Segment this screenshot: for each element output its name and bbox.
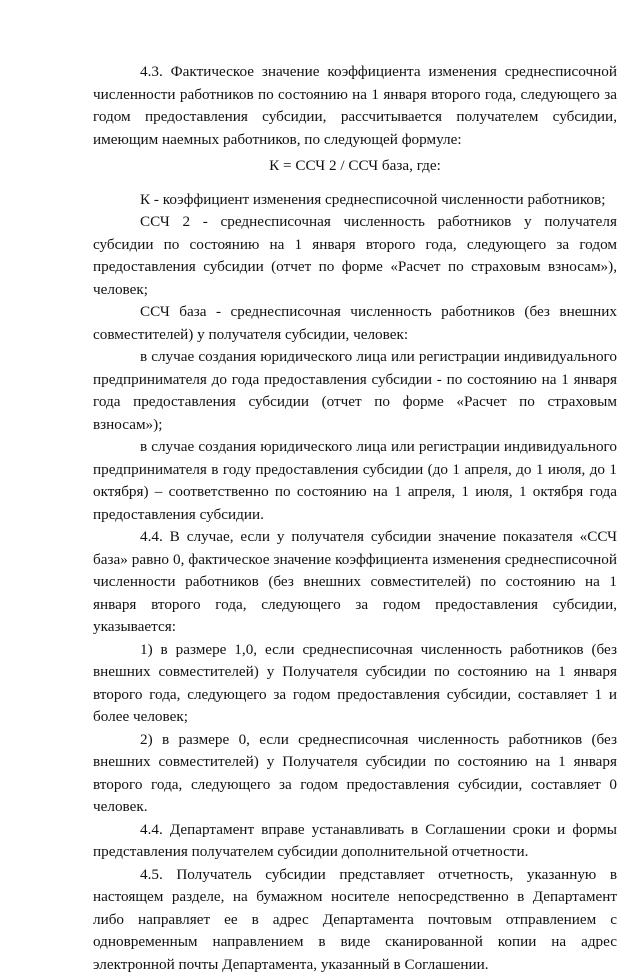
case-in-year: в случае создания юридического лица или регистрации индивидуального предпринимателя в году предоставления субсидии (до 1 апреля, до 1 июля, до 1 октября) – соответственно по состоянию на 1 апреля, 1 июля, 1 октября года предоставления субсидии. [93, 436, 617, 526]
paragraph-4-5: 4.5. Получатель субсидии представляет отчетность, указанную в настоящем разделе, на бумажном носителе непосредственно в Департамент либо направляет ее в адрес Департамента почтовым отправлением с одновременным направлением в виде сканированной копии на адрес электронной почты Департамента, указанный в Соглашении. [93, 864, 617, 976]
item-2: 2) в размере 0, если среднесписочная численность работников (без внешних совместителей) у Получателя субсидии по состоянию на 1 января второго года, следующего за годом предоставления субсидии, составляет 0 человек. [93, 729, 617, 819]
paragraph-4-4-zero: 4.4. В случае, если у получателя субсидии значение показателя «ССЧ база» равно 0, фактическое значение коэффициента изменения среднесписочной численности работников (без внешних совместителей) по состоянию на 1 января второго года, следующего за годом предоставления субсидии, указывается: [93, 526, 617, 639]
definition-ssch-baza: ССЧ база - среднесписочная численность работников (без внешних совместителей) у получателя субсидии, человек: [93, 301, 617, 346]
definition-k: К - коэффициент изменения среднесписочной численности работников; [93, 189, 617, 212]
item-1: 1) в размере 1,0, если среднесписочная численность работников (без внешних совместителей) у Получателя субсидии по состоянию на 1 января второго года, следующего за годом предоставления субсидии, составляет 1 и более человек; [93, 639, 617, 729]
paragraph-4-3: 4.3. Фактическое значение коэффициента изменения среднесписочной численности работников по состоянию на 1 января второго года, следующего за годом предоставления субсидии, рассчитывается получателем субсидии, имеющим наемных работников, по следующей формуле: [93, 61, 617, 151]
document-body [93, 61, 617, 976]
formula: К = ССЧ 2 / ССЧ база, где: [93, 151, 617, 189]
definition-ssch-2: ССЧ 2 - среднесписочная численность работников у получателя субсидии по состоянию на 1 января второго года, следующего за годом предоставления субсидии (отчет по форме «Расчет по страховым взносам»), человек; [93, 211, 617, 301]
case-before-year: в случае создания юридического лица или регистрации индивидуального предпринимателя до года предоставления субсидии - по состоянию на 1 января года предоставления субсидии (отчет по форме «Расчет по страховым взносам»); [93, 346, 617, 436]
paragraph-4-4-reporting: 4.4. Департамент вправе устанавливать в Соглашении сроки и формы представления получателем субсидии дополнительной отчетности. [93, 819, 617, 864]
